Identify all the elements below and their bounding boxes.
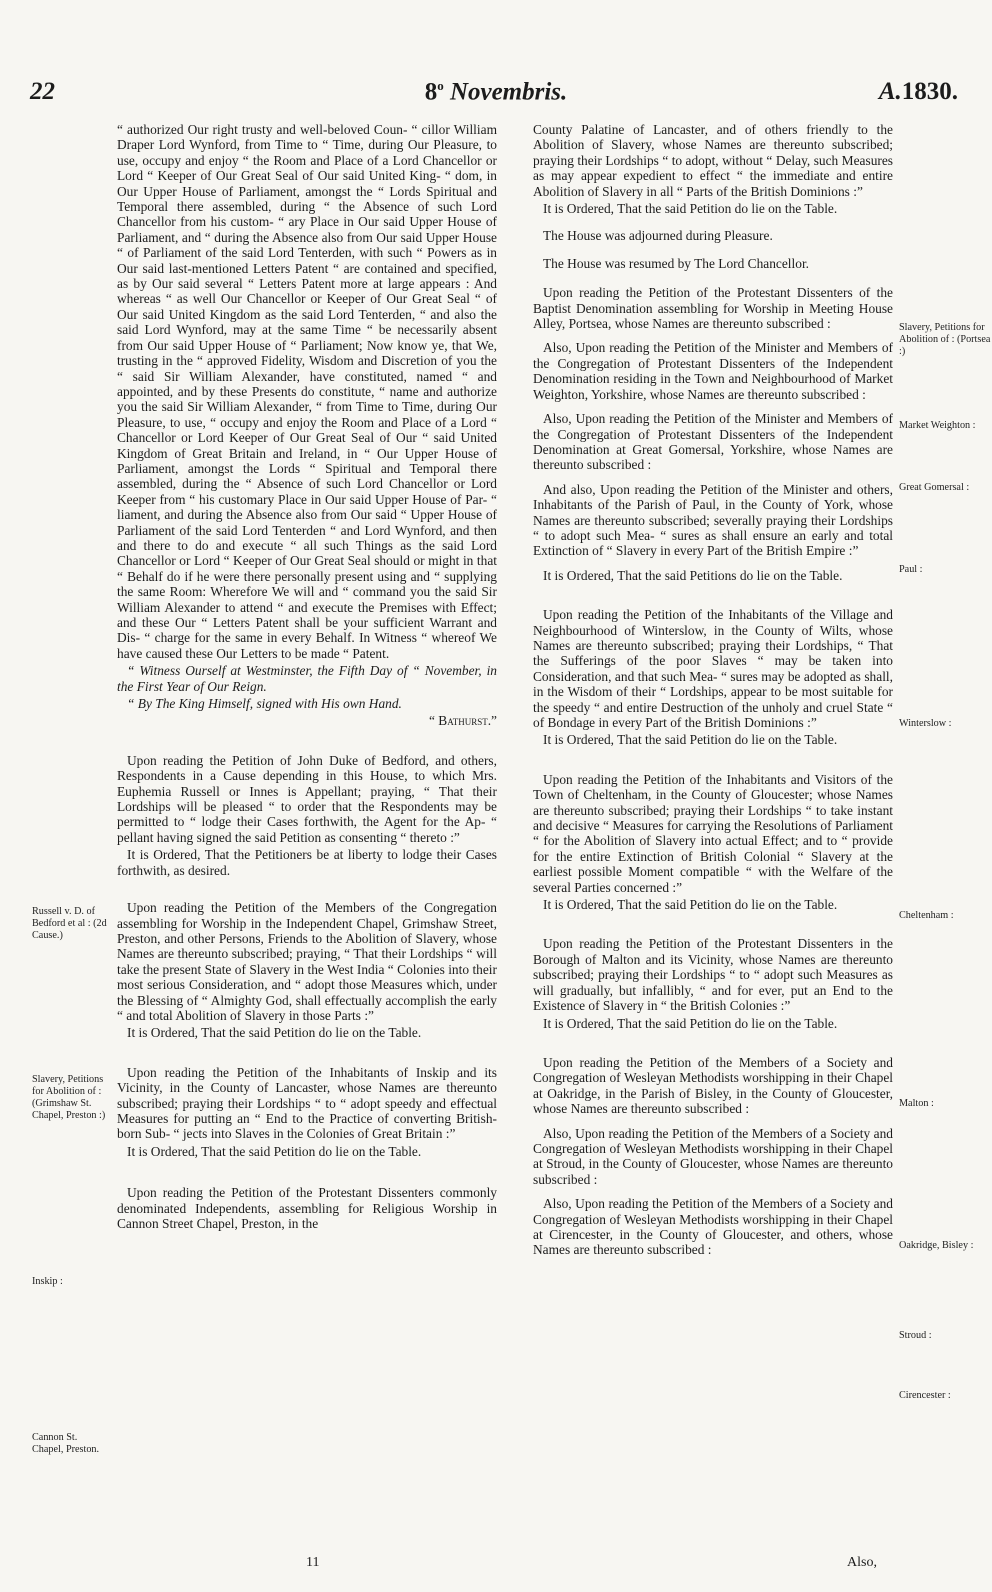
margin-note-grimshaw: Slavery, Petitions for Abolition of : (Grimshaw St. Chapel, Preston :)	[32, 1074, 106, 1121]
year-value: 1830.	[901, 78, 958, 105]
cheltenham-petition: Upon reading the Petition of the Inhabitants and Visitors of the Town of Cheltenham, in the County of Gloucester; whose Names are thereunto subscribed; praying their Lordships “ to take instant and decisive “ Measures for carrying the Resolutions of Parliament “ for the Abolition of Slavery into actual Effect; and to “ provide for the entire Extinction of British Colonial “ Slavery at the earliest possible Moment compatible “ with the Welfare of the several Parties concerned :”	[533, 771, 893, 895]
margin-note-inskip: Inskip :	[32, 1276, 63, 1287]
inskip-order: It is Ordered, That the said Petition do lie on the Table.	[127, 1143, 422, 1159]
page-number: 22	[30, 78, 55, 105]
page-title	[0, 78, 992, 106]
cannon-street-order: It is Ordered, That the said Petition do lie on the Table.	[543, 201, 838, 217]
witness-line: “ Witness Ourself at Westminster, the Fifth Day of “ November, in the First Year of Our Reign.	[117, 663, 497, 694]
house-adjourned: The House was adjourned during Pleasure.	[543, 228, 773, 244]
left-column	[117, 122, 497, 1240]
margin-note-cheltenham: Cheltenham :	[899, 910, 954, 921]
malton-order: It is Ordered, That the said Petition do lie on the Table.	[543, 1015, 838, 1031]
grimshaw-order: It is Ordered, That the said Petition do lie on the Table.	[127, 1025, 422, 1041]
cannon-street-petition-continued: County Palatine of Lancaster, and of others friendly to the Abolition of Slavery, whose Names are thereunto subscribed; praying their Lordships “ to adopt, without “ Delay, such Measures as may appear expedient to effect “ the immediate and entire Abolition of Slavery in all “ Parts of the British Dominions :”	[533, 122, 893, 199]
paul-petition: And also, Upon reading the Petition of the Minister and others, Inhabitants of the Parish of Paul, in the County of York, whose Names are thereunto subscribed; severally praying their Lordships “ to adopt such Mea- “ sures as shall ensure an early and total Extinction of “ Slavery in every Part of the British Empire :”	[533, 481, 893, 559]
margin-note-stroud: Stroud :	[899, 1330, 932, 1341]
margin-note-paul: Paul :	[899, 564, 923, 575]
cheltenham-order: It is Ordered, That the said Petition do lie on the Table.	[543, 897, 838, 913]
year-prefix: A.	[878, 78, 902, 105]
margin-note-cannon-street: Cannon St. Chapel, Preston.	[32, 1432, 100, 1455]
margin-note-great-gomersal: Great Gomersal :	[899, 482, 970, 493]
margin-note-oakridge: Oakridge, Bisley :	[899, 1240, 974, 1251]
russell-petition: Upon reading the Petition of John Duke of Bedford, and others, Respondents in a Cause depending in this House, to which Mrs. Euphemia Russell or Innes is Appellant; praying, “ That their Lordships will be pleased “ to order that the Respondents may be permitted to “ lodge their Cases forthwith, the Agent for the Ap- “ pellant having signed the said Petition as consenting “ thereto :”	[117, 752, 497, 845]
year	[879, 78, 958, 106]
petitions-order: It is Ordered, That the said Petitions do lie on the Table.	[543, 567, 843, 583]
market-weighton-petition: Also, Upon reading the Petition of the Minister and Members of the Congregation of Protestant Dissenters of the Independent Denomination residing in the Town and Neighbourhood of Market Weighton, Yorkshire, whose Names are thereunto subscribed :	[533, 340, 893, 402]
margin-note-cirencester: Cirencester :	[899, 1390, 951, 1401]
margin-note-malton: Malton :	[899, 1098, 934, 1109]
inskip-petition: Upon reading the Petition of the Inhabitants of Inskip and its Vicinity, in the County of Lancaster, whose Names are thereunto subscribed; praying their Lordships “ to “ adopt speedy and effectual Measures for putting an “ End to the Practice of converting British-born Sub- “ jects into Slaves in the Colonies of Great Britain :”	[117, 1064, 497, 1142]
page-footer	[0, 1555, 992, 1585]
catchword: Also,	[847, 1555, 877, 1570]
title-ordinal: 8	[424, 78, 438, 106]
margin-note-portsea: Slavery, Petitions for Abolition of : (Portsea :)	[899, 322, 991, 357]
grimshaw-petition: Upon reading the Petition of the Members of the Congregation assembling for Worship in the Independent Chapel, Grimshaw Street, Preston, and other Persons, Friends to the Abolition of Slavery, whose Names are thereunto subscribed; praying, “ That their Lordships “ will take the present State of Slavery in the West India “ Colonies into their most serious Consideration, and “ adopt those Measures which, under the Blessing of “ Almighty God, shall effectually accomplish the early “ and total Abolition of Slavery in those Parts :”	[117, 900, 497, 1023]
page-header	[0, 78, 992, 112]
margin-note-russell: Russell v. D. of Bedford et al : (2d Cause.)	[32, 906, 107, 941]
winterslow-petition: Upon reading the Petition of the Inhabitants of the Village and Neighbourhood of Winterslow, in the County of Wilts, whose Names are thereunto subscribed; praying their Lordships, “ That the Sufferings of the poor Slaves “ may be taken into Consideration, and that such Mea- “ sures may be adopted as shall, in the Wisdom of their “ Lordships, appear to be most suitable for the speedy “ and entire Destruction of the unholy and cruel State “ of Bondage in every Part of the British Dominions :”	[533, 607, 893, 730]
portsea-petition: Upon reading the Petition of the Protestant Dissenters of the Baptist Denomination assembling for Worship in Meeting House Alley, Portsea, whose Names are thereunto subscribed :	[533, 285, 893, 332]
oakridge-petition: Upon reading the Petition of the Members of a Society and Congregation of Wesleyan Methodists worshipping in their Chapel at Oakridge, in the Parish of Bisley, in the County of Gloucester, whose Names are thereunto subscribed :	[533, 1054, 893, 1117]
title-superscript: o	[437, 78, 444, 93]
stroud-petition: Also, Upon reading the Petition of the Members of a Society and Congregation of Wesleyan Methodists worshipping in their Chapel at Stroud, in the County of Gloucester, whose Names are thereunto subscribed :	[533, 1125, 893, 1187]
signature-mark: 11	[306, 1555, 320, 1570]
right-column	[533, 122, 893, 1267]
by-the-king-line: “ By The King Himself, signed with His own Hand.	[127, 696, 402, 712]
margin-note-winterslow: Winterslow :	[899, 718, 952, 729]
cannon-street-petition: Upon reading the Petition of the Protestant Dissenters commonly denominated Independents, assembling for Religious Worship in Cannon Street Chapel, Preston, in the	[117, 1185, 497, 1231]
house-resumed: The House was resumed by The Lord Chancellor.	[543, 255, 810, 271]
malton-petition: Upon reading the Petition of the Protestant Dissenters in the Borough of Malton and its Vicinity, whose Names are thereunto subscribed; praying their Lordships “ to “ adopt such Measures as will gradually, but infallibly, “ and for ever, put an End to the Existence of Slavery in “ the British Colonies :”	[533, 936, 893, 1014]
russell-order: It is Ordered, That the Petitioners be at liberty to lodge their Cases forthwith, as desired.	[117, 847, 497, 878]
title-month: Novembris.	[449, 78, 568, 106]
cirencester-petition: Also, Upon reading the Petition of the Members of a Society and Congregation of Wesleyan Methodists worshipping in their Chapel at Cirencester, in the County of Gloucester, and others, whose Names are thereunto subscribed :	[533, 1196, 893, 1258]
winterslow-order: It is Ordered, That the said Petition do lie on the Table.	[543, 732, 838, 748]
margin-note-market-weighton: Market Weighton :	[899, 420, 976, 431]
bathurst-signature: “ Bathurst.”	[428, 713, 497, 729]
great-gomersal-petition: Also, Upon reading the Petition of the Minister and Members of the Congregation of Protestant Dissenters of the Independent Denomination at Great Gomersal, Yorkshire, whose Names are thereunto subscribed :	[533, 411, 893, 473]
letters-patent-text: “ authorized Our right trusty and well-beloved Coun- “ cillor William Draper Lord Wynford, from Time to “ Time, during Our Pleasure, to use, occupy and enjoy “ the Room and Place of a Lord Chancellor or Lord “ Keeper of Our Great Seal of Our said United King- “ dom, in Our Upper House of Parliament, amongst the “ Lords Spiritual and Temporal there assembled, during “ the Absence of such Lord Chancellor from his custom- “ ary Place in Our said Upper House of Parliament, and “ during the Absence also from Our said Upper House “ of Parliament of the said Lord Tenterden, with such “ Powers as in Our said last-mentioned Letters Patent “ are contained and specified, as by Our said several “ Letters Patent more at large appears : And whereas “ as well Our Chancellor or Keeper of Our Great Seal “ of Our said United Kingdom as the said Lord Tenterden, “ and also the said Lord Wynford, may at the same Time “ be necessarily absent from Our said Upper House of “ Parliament; Now know ye, that We, trusting in the “ approved Fidelity, Wisdom and Discretion of you the “ said Sir William Alexander, have constituted, named “ and appointed, and by these Presents do constitute, “ name and authorize you the said Sir William Alexander, “ from Time to Time, during Our Pleasure, to use, “ occupy and enjoy the Room and Place of a Lord “ Chancellor or Lord Keeper of Our Great Seal of Our “ said United Kingdom of Great Britain and Ireland, in “ Our Upper House of Parliament, amongst the Lords “ Spiritual and Temporal there assembled, during the “ Absence of such Lord Chancellor or Lord Keeper from “ his customary Place in Our said Upper House of Par- “ liament, and during the Absence also from Our said “ Upper House of Parliament of the said Lord Tenterden “ and Lord Wynford, and then and there to do and execute “ all such Things as the said Lord Chancellor or Lord “ Keeper of Our Great Seal should or might in that “ Behalf do if he were there personally present using and “ supplying the same Room: Wherefore We will and “ command you the said Sir William Alexander to attend “ and execute the Premises with Effect; and these Our “ Letters Patent shall be your sufficient Warrant and Dis- “ charge for the same in every Behalf. In Witness “ whereof We have caused these Our Letters to be made “ Patent.	[117, 122, 497, 661]
